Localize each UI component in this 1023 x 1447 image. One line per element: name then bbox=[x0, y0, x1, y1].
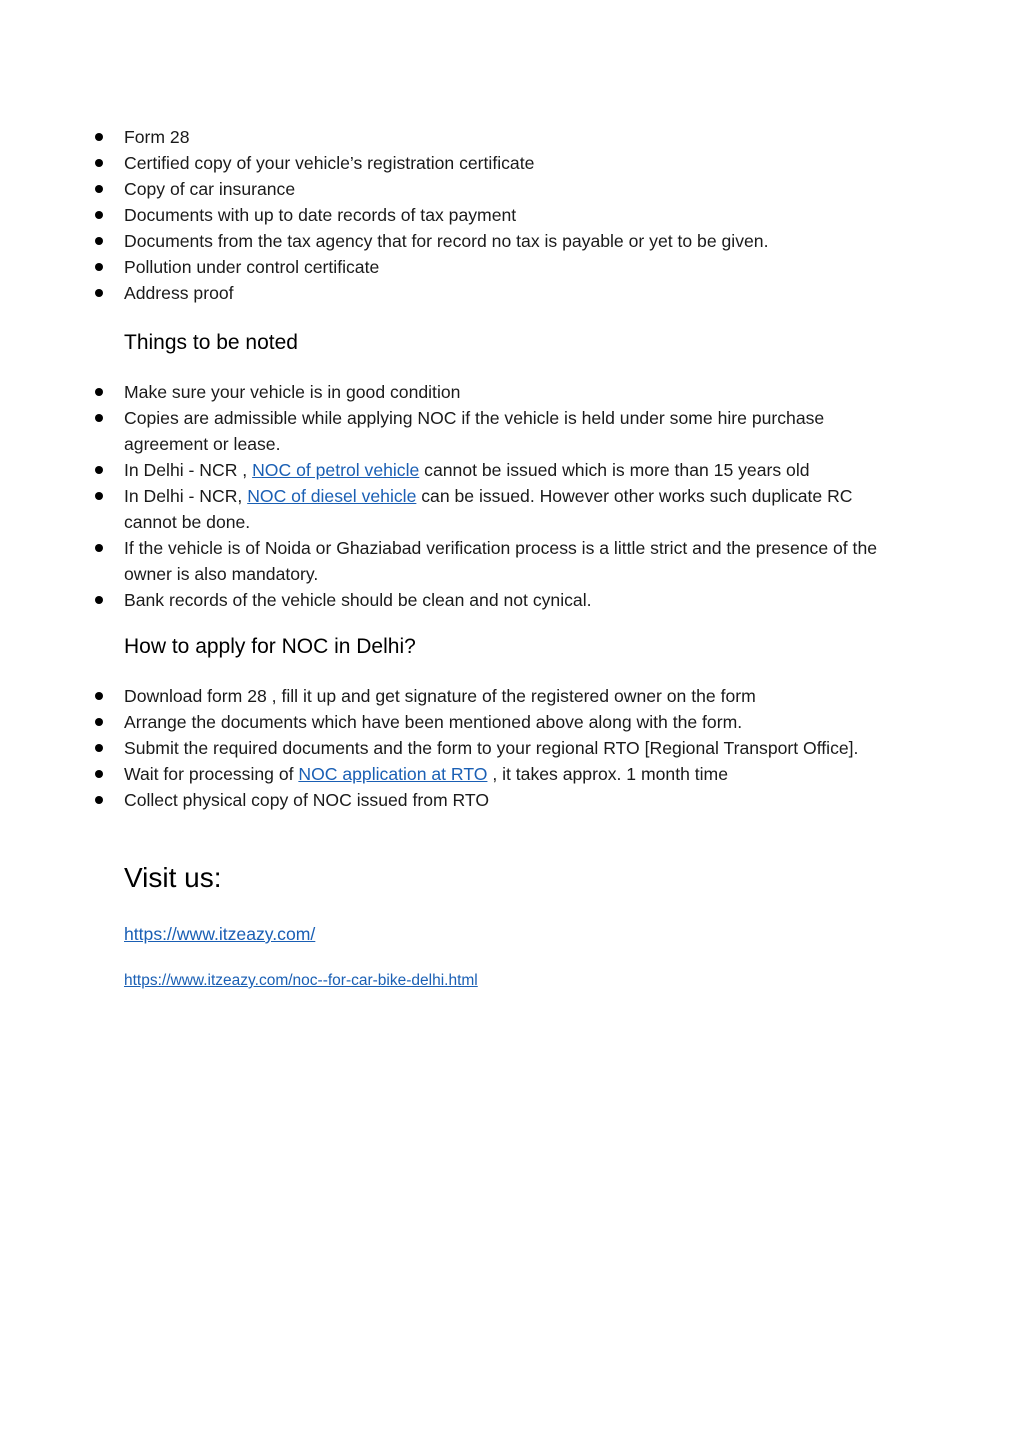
list-item-text: Pollution under control certificate bbox=[124, 257, 380, 277]
list-item-text: Certified copy of your vehicle’s registration certificate bbox=[124, 153, 535, 173]
list-item-text: Copy of car insurance bbox=[124, 179, 296, 199]
bullet-icon bbox=[95, 237, 103, 245]
list-item bbox=[95, 150, 895, 176]
list-item bbox=[95, 787, 895, 813]
documents-list bbox=[95, 124, 895, 306]
bullet-icon bbox=[95, 596, 103, 604]
list-item bbox=[95, 124, 895, 150]
bullet-icon bbox=[95, 770, 103, 778]
list-item-text: Documents with up to date records of tax payment bbox=[124, 205, 517, 225]
bullet-icon bbox=[95, 466, 103, 474]
noc-page-link[interactable]: https://www.itzeazy.com/noc--for-car-bike-delhi.html bbox=[124, 972, 478, 989]
list-item-text: Make sure your vehicle is in good condition bbox=[124, 382, 461, 402]
list-item bbox=[95, 202, 895, 228]
list-item bbox=[95, 709, 895, 735]
how-to-apply-heading: How to apply for NOC in Delhi? bbox=[124, 635, 416, 658]
list-item-text: If the vehicle is of Noida or Ghaziabad verification process is a little strict and the presence of the owner is also mandatory. bbox=[124, 538, 878, 584]
list-item-text: Submit the required documents and the form to your regional RTO [Regional Transport Office]. bbox=[124, 738, 859, 758]
list-item bbox=[95, 280, 895, 306]
list-item-text: Wait for processing of bbox=[124, 764, 299, 784]
noc-application-rto-link[interactable]: NOC application at RTO bbox=[298, 764, 488, 784]
list-item bbox=[95, 254, 895, 280]
bullet-icon bbox=[95, 211, 103, 219]
list-item-text: Collect physical copy of NOC issued from RTO bbox=[124, 790, 490, 810]
how-to-apply-list bbox=[95, 683, 895, 813]
list-item bbox=[95, 405, 895, 457]
list-item-text: Copies are admissible while applying NOC if the vehicle is held under some hire purchase agreement or lease. bbox=[124, 408, 825, 454]
things-to-note-list bbox=[95, 379, 895, 613]
visit-us-heading: Visit us: bbox=[124, 862, 222, 893]
list-item-text: Arrange the documents which have been mentioned above along with the form. bbox=[124, 712, 743, 732]
bullet-icon bbox=[95, 492, 103, 500]
list-item-text: Address proof bbox=[124, 283, 234, 303]
bullet-icon bbox=[95, 388, 103, 396]
list-item bbox=[95, 587, 895, 613]
bullet-icon bbox=[95, 159, 103, 167]
list-item-text: In Delhi - NCR, bbox=[124, 486, 248, 506]
bullet-icon bbox=[95, 544, 103, 552]
list-item bbox=[95, 379, 895, 405]
noc-diesel-vehicle-link[interactable]: NOC of diesel vehicle bbox=[247, 486, 417, 506]
bullet-icon bbox=[95, 133, 103, 141]
list-item bbox=[95, 228, 895, 254]
list-item-text: In Delhi - NCR , bbox=[124, 460, 253, 480]
bullet-icon bbox=[95, 185, 103, 193]
list-item-text: Form 28 bbox=[124, 127, 190, 147]
list-item-text: Download form 28 , fill it up and get signature of the registered owner on the form bbox=[124, 686, 756, 706]
bullet-icon bbox=[95, 289, 103, 297]
website-home-link[interactable]: https://www.itzeazy.com/ bbox=[124, 924, 316, 944]
things-to-note-heading: Things to be noted bbox=[124, 331, 298, 354]
bullet-icon bbox=[95, 263, 103, 271]
bullet-icon bbox=[95, 718, 103, 726]
noc-petrol-vehicle-link[interactable]: NOC of petrol vehicle bbox=[252, 460, 420, 480]
bullet-icon bbox=[95, 796, 103, 804]
list-item bbox=[95, 761, 895, 787]
bullet-icon bbox=[95, 744, 103, 752]
list-item-text: can be issued. However other works such duplicate RC cannot be done. bbox=[124, 486, 853, 532]
list-item-text: cannot be issued which is more than 15 years old bbox=[419, 460, 810, 480]
list-item-text: , it takes approx. 1 month time bbox=[487, 764, 728, 784]
list-item bbox=[95, 735, 895, 761]
list-item-text: Bank records of the vehicle should be clean and not cynical. bbox=[124, 590, 592, 610]
list-item bbox=[95, 176, 895, 202]
bullet-icon bbox=[95, 414, 103, 422]
list-item bbox=[95, 535, 895, 587]
bullet-icon bbox=[95, 692, 103, 700]
list-item bbox=[95, 457, 895, 483]
list-item bbox=[95, 683, 895, 709]
list-item-text: Documents from the tax agency that for record no tax is payable or yet to be given. bbox=[124, 231, 769, 251]
list-item bbox=[95, 483, 895, 535]
